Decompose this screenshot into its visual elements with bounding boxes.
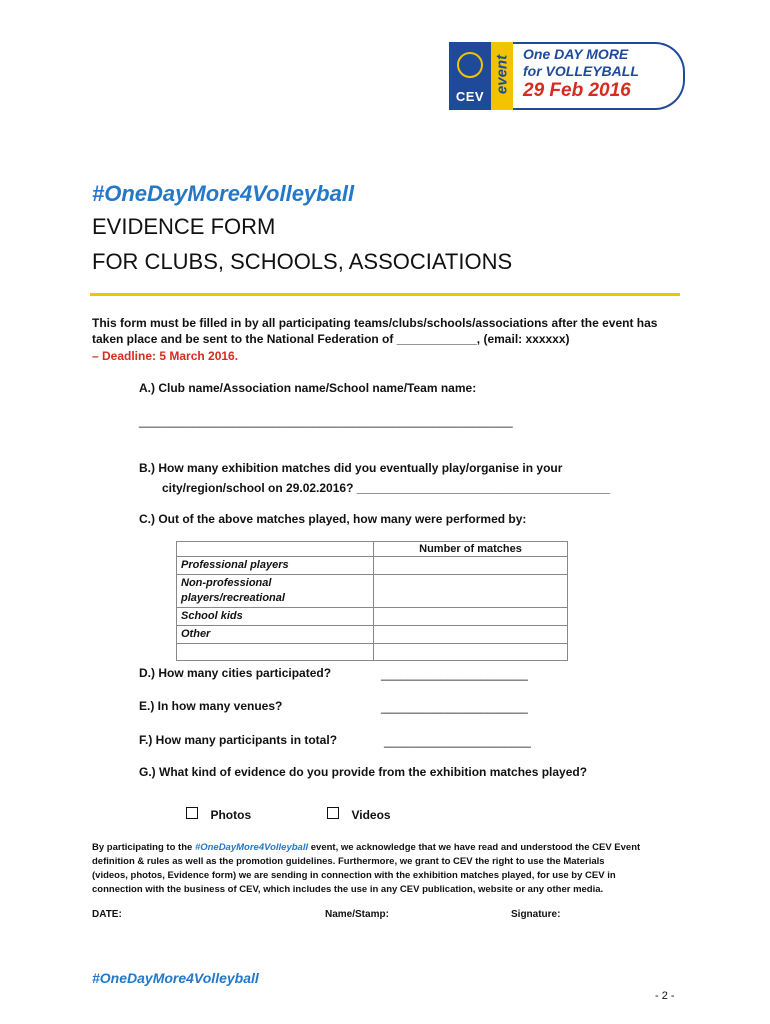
table-row — [177, 626, 568, 644]
photos-checkbox[interactable] — [186, 807, 198, 819]
deadline-text: – Deadline: 5 March 2016. — [92, 349, 239, 363]
table-row — [177, 608, 568, 626]
logo-event-word: event — [493, 54, 511, 95]
matches-input-cell[interactable] — [374, 575, 568, 608]
matches-input-cell[interactable] — [374, 626, 568, 644]
volleyball-icon — [457, 52, 483, 78]
option-videos[interactable] — [327, 806, 391, 824]
matches-input-cell[interactable] — [374, 644, 568, 661]
signature-label: Signature: — [511, 909, 561, 920]
header-divider — [90, 293, 680, 296]
legal-line4: connection with the business of CEV, which includes the use in any CEV publication, website or any other media. — [92, 884, 604, 895]
table-header-number: Number of matches — [374, 542, 568, 557]
row-label — [177, 644, 374, 661]
option-photos[interactable] — [186, 806, 251, 824]
legal-prefix: By participating to the — [92, 842, 195, 853]
table-header-row — [177, 542, 568, 557]
legal-line3: (videos, photos, Evidence form) we are sending in connection with the exhibition matches played, for use by CEV in — [92, 870, 616, 881]
videos-checkbox[interactable] — [327, 807, 339, 819]
table-cell — [177, 542, 374, 557]
logo-line2: for VOLLEYBALL — [523, 63, 639, 79]
matches-table — [176, 541, 568, 661]
answer-a-field[interactable]: ________________________________________________________ — [139, 414, 513, 428]
table-row — [177, 575, 568, 608]
question-d: D.) How many cities participated? — [139, 666, 332, 680]
table-row — [177, 644, 568, 661]
footer-hashtag: #OneDayMore4Volleyball — [92, 970, 259, 986]
logo-text-panel — [513, 42, 685, 110]
page-subtitle: FOR CLUBS, SCHOOLS, ASSOCIATIONS — [92, 249, 513, 274]
legal-hashtag: #OneDayMore4Volleyball — [194, 842, 309, 853]
page-number: - 2 - — [655, 990, 675, 1002]
question-c: C.) Out of the above matches played, how many were performed by: — [139, 512, 527, 526]
page-title: EVIDENCE FORM — [92, 214, 276, 239]
name-stamp-label: Name/Stamp: — [325, 909, 389, 920]
cev-event-logo — [449, 42, 689, 110]
logo-blue-panel — [449, 42, 491, 110]
row-label: Professional players — [177, 557, 374, 575]
legal-line1 — [92, 842, 692, 853]
videos-label: Videos — [351, 808, 391, 822]
question-e: E.) In how many venues? — [139, 699, 283, 713]
row-label: Other — [177, 626, 374, 644]
answer-f-field[interactable]: ______________________ — [384, 734, 531, 748]
legal-line2: definition & rules as well as the promotion guidelines. Furthermore, we grant to CEV the right to use the Materials — [92, 856, 605, 867]
intro-line2: taken place and be sent to the National Federation of ____________, (email: xxxxxx) — [92, 332, 570, 346]
row-label: Non-professional players/recreational — [177, 575, 374, 608]
row-label: School kids — [177, 608, 374, 626]
question-b: B.) How many exhibition matches did you eventually play/organise in your — [139, 461, 563, 475]
logo-line1: One DAY MORE — [523, 46, 629, 62]
question-f: F.) How many participants in total? — [139, 733, 338, 747]
logo-date: 29 Feb 2016 — [523, 80, 631, 101]
matches-input-cell[interactable] — [374, 608, 568, 626]
question-g: G.) What kind of evidence do you provide from the exhibition matches played? — [139, 765, 588, 779]
intro-line1: This form must be filled in by all participating teams/clubs/schools/associations after the event has — [92, 316, 658, 330]
header-hashtag: #OneDayMore4Volleyball — [92, 181, 355, 206]
matches-input-cell[interactable] — [374, 557, 568, 575]
photos-label: Photos — [210, 808, 252, 822]
date-label: DATE: — [92, 909, 122, 920]
answer-d-field[interactable]: ______________________ — [381, 667, 528, 681]
logo-yellow-panel — [491, 42, 513, 110]
question-a: A.) Club name/Association name/School name/Team name: — [139, 381, 477, 395]
answer-e-field[interactable]: ______________________ — [381, 700, 528, 714]
logo-org: CEV — [455, 89, 485, 104]
table-row — [177, 557, 568, 575]
legal-line1-rest: event, we acknowledge that we have read and understood the CEV Event — [308, 842, 641, 853]
question-b-line2[interactable]: city/region/school on 29.02.2016? ______________________________________ — [162, 481, 611, 495]
